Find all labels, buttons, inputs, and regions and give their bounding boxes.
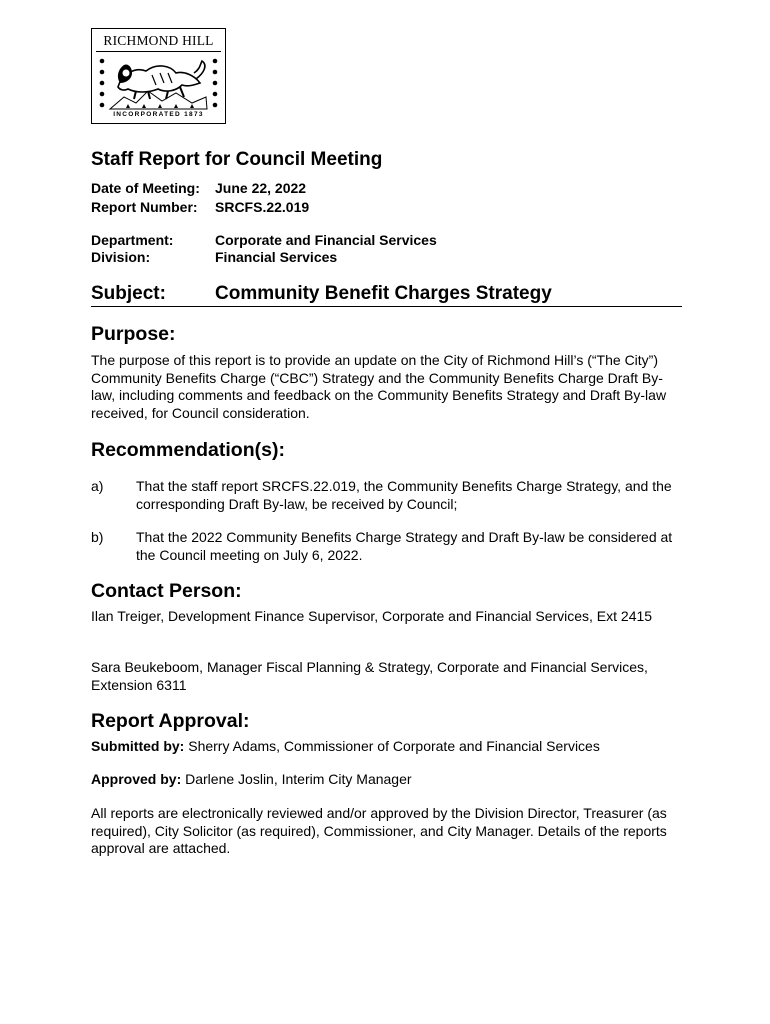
contact-heading: Contact Person: — [91, 580, 242, 602]
department-value: Corporate and Financial Services — [215, 232, 437, 248]
recommendations-heading: Recommendation(s): — [91, 439, 285, 461]
subject-value: Community Benefit Charges Strategy — [215, 283, 552, 304]
approved-by-value: Darlene Joslin, Interim City Manager — [181, 771, 412, 787]
department-label: Department: — [91, 232, 174, 248]
lion-crest-icon — [96, 53, 221, 113]
logo-tagline: INCORPORATED 1873 — [113, 111, 204, 118]
submitted-by-label: Submitted by: — [91, 738, 185, 754]
division-label: Division: — [91, 249, 151, 265]
approved-by-label: Approved by: — [91, 771, 182, 787]
division-value: Financial Services — [215, 249, 338, 265]
recommendation-b-marker: b) — [91, 529, 104, 545]
approval-heading: Report Approval: — [91, 710, 250, 732]
report-title: Staff Report for Council Meeting — [91, 149, 383, 170]
richmond-hill-logo — [91, 28, 226, 124]
purpose-text: The purpose of this report is to provide an update on the City of Richmond Hill’s (“The City”) Community Benefits Charge (“CBC”) Strategy and the Community Benefits Charge Draft By-law, including comments and feedback on the Community Benefits Strategy and Draft By-law received, for Council consideration. — [91, 352, 667, 421]
logo-title: RICHMOND HILL — [103, 33, 214, 48]
recommendation-b-text: That the 2022 Community Benefits Charge Strategy and Draft By-law be considered at the Council meeting on July 6, 2022. — [136, 529, 673, 563]
contact-person-1: Ilan Treiger, Development Finance Supervisor, Corporate and Financial Services, Ext 2415 — [91, 608, 653, 624]
contact-person-2: Sara Beukeboom, Manager Fiscal Planning & Strategy, Corporate and Financial Services, Extension 6311 — [91, 659, 648, 693]
subject-label: Subject: — [91, 283, 166, 304]
approval-note: All reports are electronically reviewed and/or approved by the Division Director, Treasurer (as required), City Solicitor (as required), Commissioner, and City Manager. Details of the reports approval are attached. — [91, 805, 667, 856]
submitted-by-value: Sherry Adams, Commissioner of Corporate and Financial Services — [184, 738, 600, 754]
date-value: June 22, 2022 — [215, 180, 307, 196]
report-number-label: Report Number: — [91, 199, 198, 215]
submitted-by — [91, 738, 600, 756]
date-label: Date of Meeting: — [91, 180, 200, 196]
recommendation-a-text: That the staff report SRCFS.22.019, the Community Benefits Charge Strategy, and the corresponding Draft By-law, be received by Council; — [136, 478, 672, 512]
subject-divider — [91, 306, 682, 307]
logo-divider — [96, 51, 221, 52]
approved-by — [91, 771, 412, 789]
recommendation-a-marker: a) — [91, 478, 104, 494]
report-number-value: SRCFS.22.019 — [215, 199, 310, 215]
purpose-heading: Purpose: — [91, 323, 176, 345]
